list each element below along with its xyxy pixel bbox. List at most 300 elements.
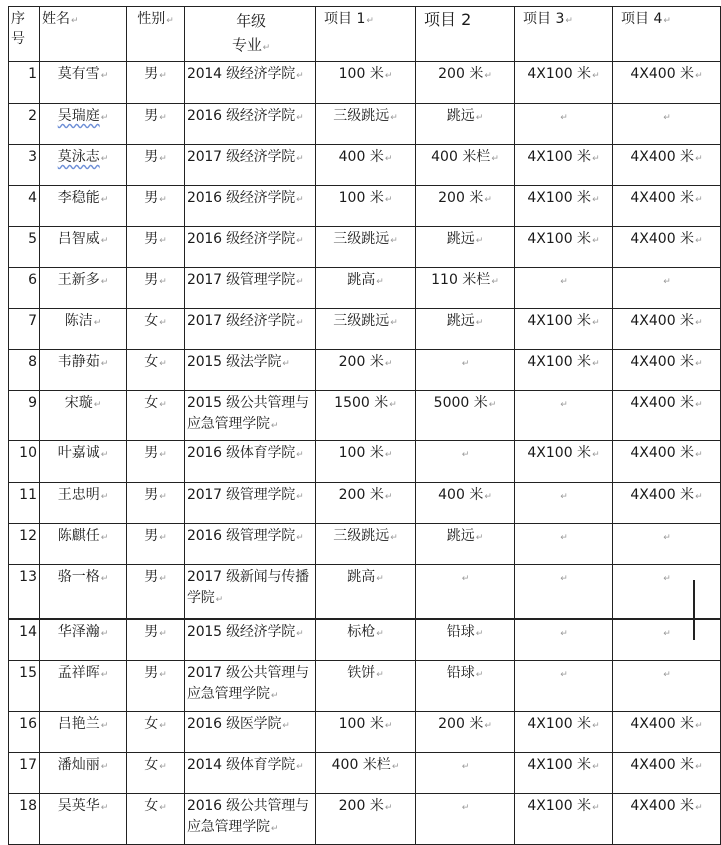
event-4: 4X400 米	[630, 149, 695, 165]
event-2: 跳远	[446, 528, 475, 544]
athlete-sex: 女	[144, 313, 159, 329]
athlete-sex: 男	[144, 665, 159, 681]
athlete-name: 华泽瀚	[57, 624, 100, 640]
athlete-name: 叶嘉诚	[57, 445, 100, 461]
event-4-cell	[613, 441, 721, 483]
athlete-sex: 女	[144, 798, 159, 814]
athlete-major: 2014 级经济学院	[187, 66, 296, 82]
event-4: 4X400 米	[630, 354, 695, 370]
event-2: 400 米	[438, 487, 484, 503]
athlete-sex: 男	[144, 487, 159, 503]
athlete-name: 莫泳志	[57, 149, 100, 165]
athlete-name: 李稳能	[57, 190, 100, 206]
athlete-name-cell	[40, 62, 127, 104]
paragraph-mark: ↵	[491, 277, 499, 287]
paragraph-mark: ↵	[100, 492, 109, 502]
row-index: 9	[28, 395, 37, 411]
athlete-name: 吕艳兰	[57, 716, 100, 732]
athlete-major-cell	[185, 309, 316, 350]
row-index: 15	[19, 665, 37, 681]
athlete-major-cell	[185, 712, 316, 753]
athlete-major-cell	[185, 104, 316, 145]
event-1: 1500 米	[334, 395, 389, 411]
event-3-cell	[515, 712, 613, 753]
row-index-cell	[9, 391, 40, 441]
event-1-cell	[316, 62, 416, 104]
event-3: 4X100 米	[527, 66, 592, 82]
paragraph-mark: ↵	[484, 195, 492, 205]
paragraph-mark: ↵	[560, 400, 568, 410]
row-index-cell	[9, 661, 40, 712]
event-4-cell	[613, 661, 721, 712]
athlete-sex-cell	[127, 794, 185, 845]
paragraph-mark: ↵	[484, 721, 492, 731]
header-name: 姓名↵	[40, 7, 127, 62]
event-1-cell	[316, 565, 416, 620]
paragraph-mark: ↵	[296, 154, 304, 164]
row-index: 2	[28, 108, 37, 124]
paragraph-mark: ↵	[100, 277, 109, 287]
page-edge-line	[693, 580, 695, 640]
event-4: 4X400 米	[630, 445, 695, 461]
event-3: 4X100 米	[527, 231, 592, 247]
table-row	[9, 661, 721, 712]
event-3-cell	[515, 753, 613, 794]
header-event-4: 项目 4↵	[613, 7, 721, 62]
paragraph-mark: ↵	[695, 450, 703, 460]
paragraph-mark: ↵	[384, 721, 393, 731]
athlete-sex: 女	[144, 716, 159, 732]
athlete-major: 2016 级公共管理与应急管理学院	[187, 798, 309, 835]
paragraph-mark: ↵	[296, 113, 304, 123]
athlete-sex-cell	[127, 565, 185, 620]
event-1-cell	[316, 619, 416, 661]
row-index-cell	[9, 268, 40, 309]
athlete-name: 吴瑞庭	[57, 108, 100, 124]
table-row	[9, 391, 721, 441]
paragraph-mark: ↵	[592, 71, 600, 81]
event-1: 400 米	[338, 149, 384, 165]
event-4: 4X400 米	[630, 798, 695, 814]
paragraph-mark: ↵	[100, 803, 109, 813]
table-row	[9, 753, 721, 794]
event-2-cell	[416, 794, 515, 845]
paragraph-mark: ↵	[296, 629, 304, 639]
paragraph-mark: ↵	[592, 721, 600, 731]
paragraph-mark: ↵	[159, 803, 167, 813]
athlete-name-cell	[40, 753, 127, 794]
paragraph-mark: ↵	[384, 803, 393, 813]
table-row	[9, 145, 721, 186]
paragraph-mark: ↵	[384, 359, 393, 369]
athlete-name: 骆一格	[57, 569, 100, 585]
event-1-cell	[316, 524, 416, 565]
event-2-cell	[416, 350, 515, 391]
event-1: 跳高	[347, 569, 376, 585]
athlete-major: 2016 级经济学院	[187, 190, 296, 206]
header-event-2: 项目 2	[416, 7, 515, 62]
header-index: 序号	[9, 7, 40, 62]
paragraph-mark: ↵	[159, 195, 167, 205]
event-2-cell	[416, 186, 515, 227]
paragraph-mark: ↵	[159, 154, 167, 164]
event-1-cell	[316, 104, 416, 145]
paragraph-mark: ↵	[159, 721, 167, 731]
athlete-major: 2015 级法学院	[187, 354, 282, 370]
paragraph-mark: ↵	[159, 236, 167, 246]
row-index-cell	[9, 794, 40, 845]
athlete-sex-cell	[127, 391, 185, 441]
event-4-cell	[613, 483, 721, 524]
athlete-sex: 女	[144, 757, 159, 773]
athlete-name: 潘灿丽	[57, 757, 100, 773]
athlete-major-cell	[185, 227, 316, 268]
paragraph-mark: ↵	[592, 154, 600, 164]
table-row	[9, 186, 721, 227]
paragraph-mark: ↵	[159, 277, 167, 287]
event-1-cell	[316, 661, 416, 712]
paragraph-mark: ↵	[663, 277, 671, 287]
paragraph-mark: ↵	[100, 450, 109, 460]
paragraph-mark: ↵	[592, 236, 600, 246]
paragraph-mark: ↵	[100, 154, 109, 164]
athlete-major: 2016 级体育学院	[187, 445, 296, 461]
table-row	[9, 483, 721, 524]
event-3-cell	[515, 62, 613, 104]
paragraph-mark: ↵	[390, 236, 398, 246]
athlete-major: 2016 级管理学院	[187, 528, 296, 544]
athlete-major-cell	[185, 619, 316, 661]
paragraph-mark: ↵	[384, 154, 393, 164]
row-index-cell	[9, 619, 40, 661]
paragraph-mark: ↵	[484, 71, 492, 81]
event-3-cell	[515, 145, 613, 186]
athlete-sex: 男	[144, 190, 159, 206]
athlete-major-cell	[185, 483, 316, 524]
event-2: 5000 米	[433, 395, 488, 411]
paragraph-mark: ↵	[491, 154, 499, 164]
paragraph-mark: ↵	[100, 629, 109, 639]
paragraph-mark: ↵	[384, 450, 393, 460]
athlete-name-cell	[40, 712, 127, 753]
event-1-cell	[316, 350, 416, 391]
athlete-sex-cell	[127, 753, 185, 794]
paragraph-mark: ↵	[100, 670, 109, 680]
row-index-cell	[9, 309, 40, 350]
event-4-cell	[613, 145, 721, 186]
header-event-3: 项目 3↵	[515, 7, 613, 62]
paragraph-mark: ↵	[270, 421, 279, 431]
athlete-sex: 男	[144, 569, 159, 585]
athlete-sex-cell	[127, 441, 185, 483]
paragraph-mark: ↵	[475, 113, 484, 123]
athlete-sex-cell	[127, 227, 185, 268]
paragraph-mark: ↵	[560, 574, 568, 584]
row-index: 10	[19, 445, 37, 461]
paragraph-mark: ↵	[663, 574, 671, 584]
paragraph-mark: ↵	[663, 113, 671, 123]
event-1: 100 米	[338, 66, 384, 82]
event-1: 100 米	[338, 716, 384, 732]
event-1: 铁饼	[347, 665, 376, 681]
event-2-cell	[416, 268, 515, 309]
paragraph-mark: ↵	[296, 236, 304, 246]
event-4: 4X400 米	[630, 313, 695, 329]
athlete-name-cell	[40, 391, 127, 441]
event-2-cell	[416, 145, 515, 186]
paragraph-mark: ↵	[384, 71, 393, 81]
event-4-cell	[613, 565, 721, 620]
event-4-cell	[613, 753, 721, 794]
athlete-sex-cell	[127, 62, 185, 104]
athlete-major-cell	[185, 186, 316, 227]
row-index-cell	[9, 145, 40, 186]
row-index-cell	[9, 483, 40, 524]
athlete-name: 陈麒任	[57, 528, 100, 544]
table-header-row	[9, 7, 721, 62]
athlete-name-cell	[40, 227, 127, 268]
table-row	[9, 104, 721, 145]
event-4-cell	[613, 268, 721, 309]
athlete-name-cell	[40, 661, 127, 712]
athlete-name-cell	[40, 350, 127, 391]
paragraph-mark: ↵	[560, 533, 568, 543]
paragraph-mark: ↵	[391, 762, 400, 772]
paragraph-mark: ↵	[560, 113, 568, 123]
paragraph-mark: ↵	[695, 721, 703, 731]
paragraph-mark: ↵	[695, 236, 703, 246]
event-3-cell	[515, 441, 613, 483]
athlete-name: 韦静茹	[57, 354, 100, 370]
paragraph-mark: ↵	[100, 721, 109, 731]
paragraph-mark: ↵	[159, 450, 167, 460]
paragraph-mark: ↵	[376, 574, 384, 584]
paragraph-mark: ↵	[592, 195, 600, 205]
row-index: 11	[19, 487, 37, 503]
athlete-sex: 女	[144, 354, 159, 370]
paragraph-mark: ↵	[159, 629, 167, 639]
athlete-major-cell	[185, 145, 316, 186]
paragraph-mark: ↵	[159, 113, 167, 123]
event-2-cell	[416, 309, 515, 350]
athlete-major-cell	[185, 441, 316, 483]
event-3: 4X100 米	[527, 149, 592, 165]
paragraph-mark: ↵	[695, 318, 703, 328]
paragraph-mark: ↵	[592, 803, 600, 813]
athlete-sex: 男	[144, 445, 159, 461]
event-1: 200 米	[338, 354, 384, 370]
table-row	[9, 441, 721, 483]
table-row	[9, 62, 721, 104]
row-index: 1	[28, 66, 37, 82]
paragraph-mark: ↵	[100, 236, 109, 246]
athlete-name: 王新多	[57, 272, 100, 288]
athlete-name: 王忠明	[57, 487, 100, 503]
athlete-sex: 男	[144, 624, 159, 640]
paragraph-mark: ↵	[461, 359, 470, 369]
table-row	[9, 309, 721, 350]
event-1: 100 米	[338, 190, 384, 206]
paragraph-mark: ↵	[100, 359, 109, 369]
event-2-cell	[416, 753, 515, 794]
event-1: 100 米	[338, 445, 384, 461]
paragraph-mark: ↵	[475, 318, 484, 328]
athlete-sex: 女	[144, 395, 159, 411]
event-1-cell	[316, 794, 416, 845]
event-2: 铅球	[446, 665, 475, 681]
paragraph-mark: ↵	[296, 318, 304, 328]
table-row	[9, 712, 721, 753]
paragraph-mark: ↵	[695, 492, 703, 502]
athlete-major: 2017 级经济学院	[187, 313, 296, 329]
row-index-cell	[9, 227, 40, 268]
row-index: 16	[19, 716, 37, 732]
event-1: 三级跳远	[333, 528, 390, 544]
event-4-cell	[613, 62, 721, 104]
paragraph-mark: ↵	[159, 762, 167, 772]
event-1: 400 米栏	[331, 757, 391, 773]
paragraph-mark: ↵	[461, 574, 470, 584]
event-1: 三级跳远	[333, 313, 390, 329]
event-4-cell	[613, 227, 721, 268]
paragraph-mark: ↵	[296, 762, 304, 772]
athlete-sex-cell	[127, 524, 185, 565]
athlete-major: 2016 级医学院	[187, 716, 282, 732]
event-4: 4X400 米	[630, 487, 695, 503]
event-3: 4X100 米	[527, 445, 592, 461]
event-1-cell	[316, 441, 416, 483]
athlete-major-cell	[185, 391, 316, 441]
event-1-cell	[316, 309, 416, 350]
paragraph-mark: ↵	[100, 574, 109, 584]
athlete-major-cell	[185, 661, 316, 712]
event-4-cell	[613, 309, 721, 350]
event-4-cell	[613, 712, 721, 753]
athlete-sex-cell	[127, 712, 185, 753]
row-index: 8	[28, 354, 37, 370]
event-4: 4X400 米	[630, 395, 695, 411]
paragraph-mark: ↵	[592, 359, 600, 369]
row-index: 17	[19, 757, 37, 773]
row-index-cell	[9, 712, 40, 753]
event-1-cell	[316, 753, 416, 794]
event-3-cell	[515, 483, 613, 524]
event-1-cell	[316, 186, 416, 227]
paragraph-mark: ↵	[695, 803, 703, 813]
athlete-sex-cell	[127, 309, 185, 350]
athlete-sex-cell	[127, 104, 185, 145]
athlete-major: 2017 级管理学院	[187, 487, 296, 503]
event-2: 200 米	[438, 716, 484, 732]
paragraph-mark: ↵	[461, 803, 470, 813]
event-2: 跳远	[446, 313, 475, 329]
athlete-major: 2017 级管理学院	[187, 272, 296, 288]
athlete-sex: 男	[144, 272, 159, 288]
event-4: 4X400 米	[630, 757, 695, 773]
athlete-name-cell	[40, 145, 127, 186]
paragraph-mark: ↵	[663, 670, 671, 680]
header-event-1: 项目 1↵	[316, 7, 416, 62]
athlete-major: 2016 级经济学院	[187, 231, 296, 247]
row-index: 7	[28, 313, 37, 329]
paragraph-mark: ↵	[159, 574, 167, 584]
paragraph-mark: ↵	[159, 359, 167, 369]
paragraph-mark: ↵	[100, 113, 109, 123]
paragraph-mark: ↵	[159, 71, 167, 81]
paragraph-mark: ↵	[390, 533, 398, 543]
event-2-cell	[416, 619, 515, 661]
event-3: 4X100 米	[527, 798, 592, 814]
paragraph-mark: ↵	[159, 400, 167, 410]
event-1: 三级跳远	[333, 108, 390, 124]
event-1-cell	[316, 268, 416, 309]
paragraph-mark: ↵	[376, 670, 384, 680]
paragraph-mark: ↵	[159, 492, 167, 502]
paragraph-mark: ↵	[100, 71, 109, 81]
paragraph-mark: ↵	[296, 533, 304, 543]
athlete-major: 2015 级经济学院	[187, 624, 296, 640]
paragraph-mark: ↵	[461, 450, 470, 460]
paragraph-mark: ↵	[475, 670, 484, 680]
athlete-major-cell	[185, 350, 316, 391]
event-2-cell	[416, 661, 515, 712]
paragraph-mark: ↵	[695, 71, 703, 81]
paragraph-mark: ↵	[560, 492, 568, 502]
athlete-name-cell	[40, 524, 127, 565]
event-2: 跳远	[446, 108, 475, 124]
event-1-cell	[316, 227, 416, 268]
event-4-cell	[613, 794, 721, 845]
athlete-sex-cell	[127, 350, 185, 391]
athlete-name-cell	[40, 104, 127, 145]
table-row	[9, 794, 721, 845]
event-4: 4X400 米	[630, 716, 695, 732]
athlete-major: 2016 级经济学院	[187, 108, 296, 124]
paragraph-mark: ↵	[592, 762, 600, 772]
paragraph-mark: ↵	[159, 670, 167, 680]
paragraph-mark: ↵	[270, 691, 279, 701]
event-2-cell	[416, 391, 515, 441]
paragraph-mark: ↵	[159, 533, 167, 543]
paragraph-mark: ↵	[695, 359, 703, 369]
paragraph-mark: ↵	[475, 236, 484, 246]
athlete-sex: 男	[144, 66, 159, 82]
paragraph-mark: ↵	[390, 318, 398, 328]
paragraph-mark: ↵	[592, 318, 600, 328]
athlete-name: 莫有雪	[57, 66, 100, 82]
row-index-cell	[9, 753, 40, 794]
paragraph-mark: ↵	[695, 154, 703, 164]
row-index: 3	[28, 149, 37, 165]
athlete-name-cell	[40, 794, 127, 845]
paragraph-mark: ↵	[389, 400, 397, 410]
table-row	[9, 227, 721, 268]
row-index: 13	[19, 569, 37, 585]
table-row	[9, 268, 721, 309]
paragraph-mark: ↵	[695, 762, 703, 772]
athlete-sex: 男	[144, 108, 159, 124]
event-1: 三级跳远	[333, 231, 390, 247]
athlete-major-cell	[185, 565, 316, 620]
event-2: 跳远	[446, 231, 475, 247]
paragraph-mark: ↵	[282, 359, 290, 369]
athlete-name: 陈洁	[64, 313, 93, 329]
event-3-cell	[515, 661, 613, 712]
athlete-name-cell	[40, 309, 127, 350]
row-index-cell	[9, 524, 40, 565]
paragraph-mark: ↵	[93, 400, 102, 410]
event-3: 4X100 米	[527, 313, 592, 329]
